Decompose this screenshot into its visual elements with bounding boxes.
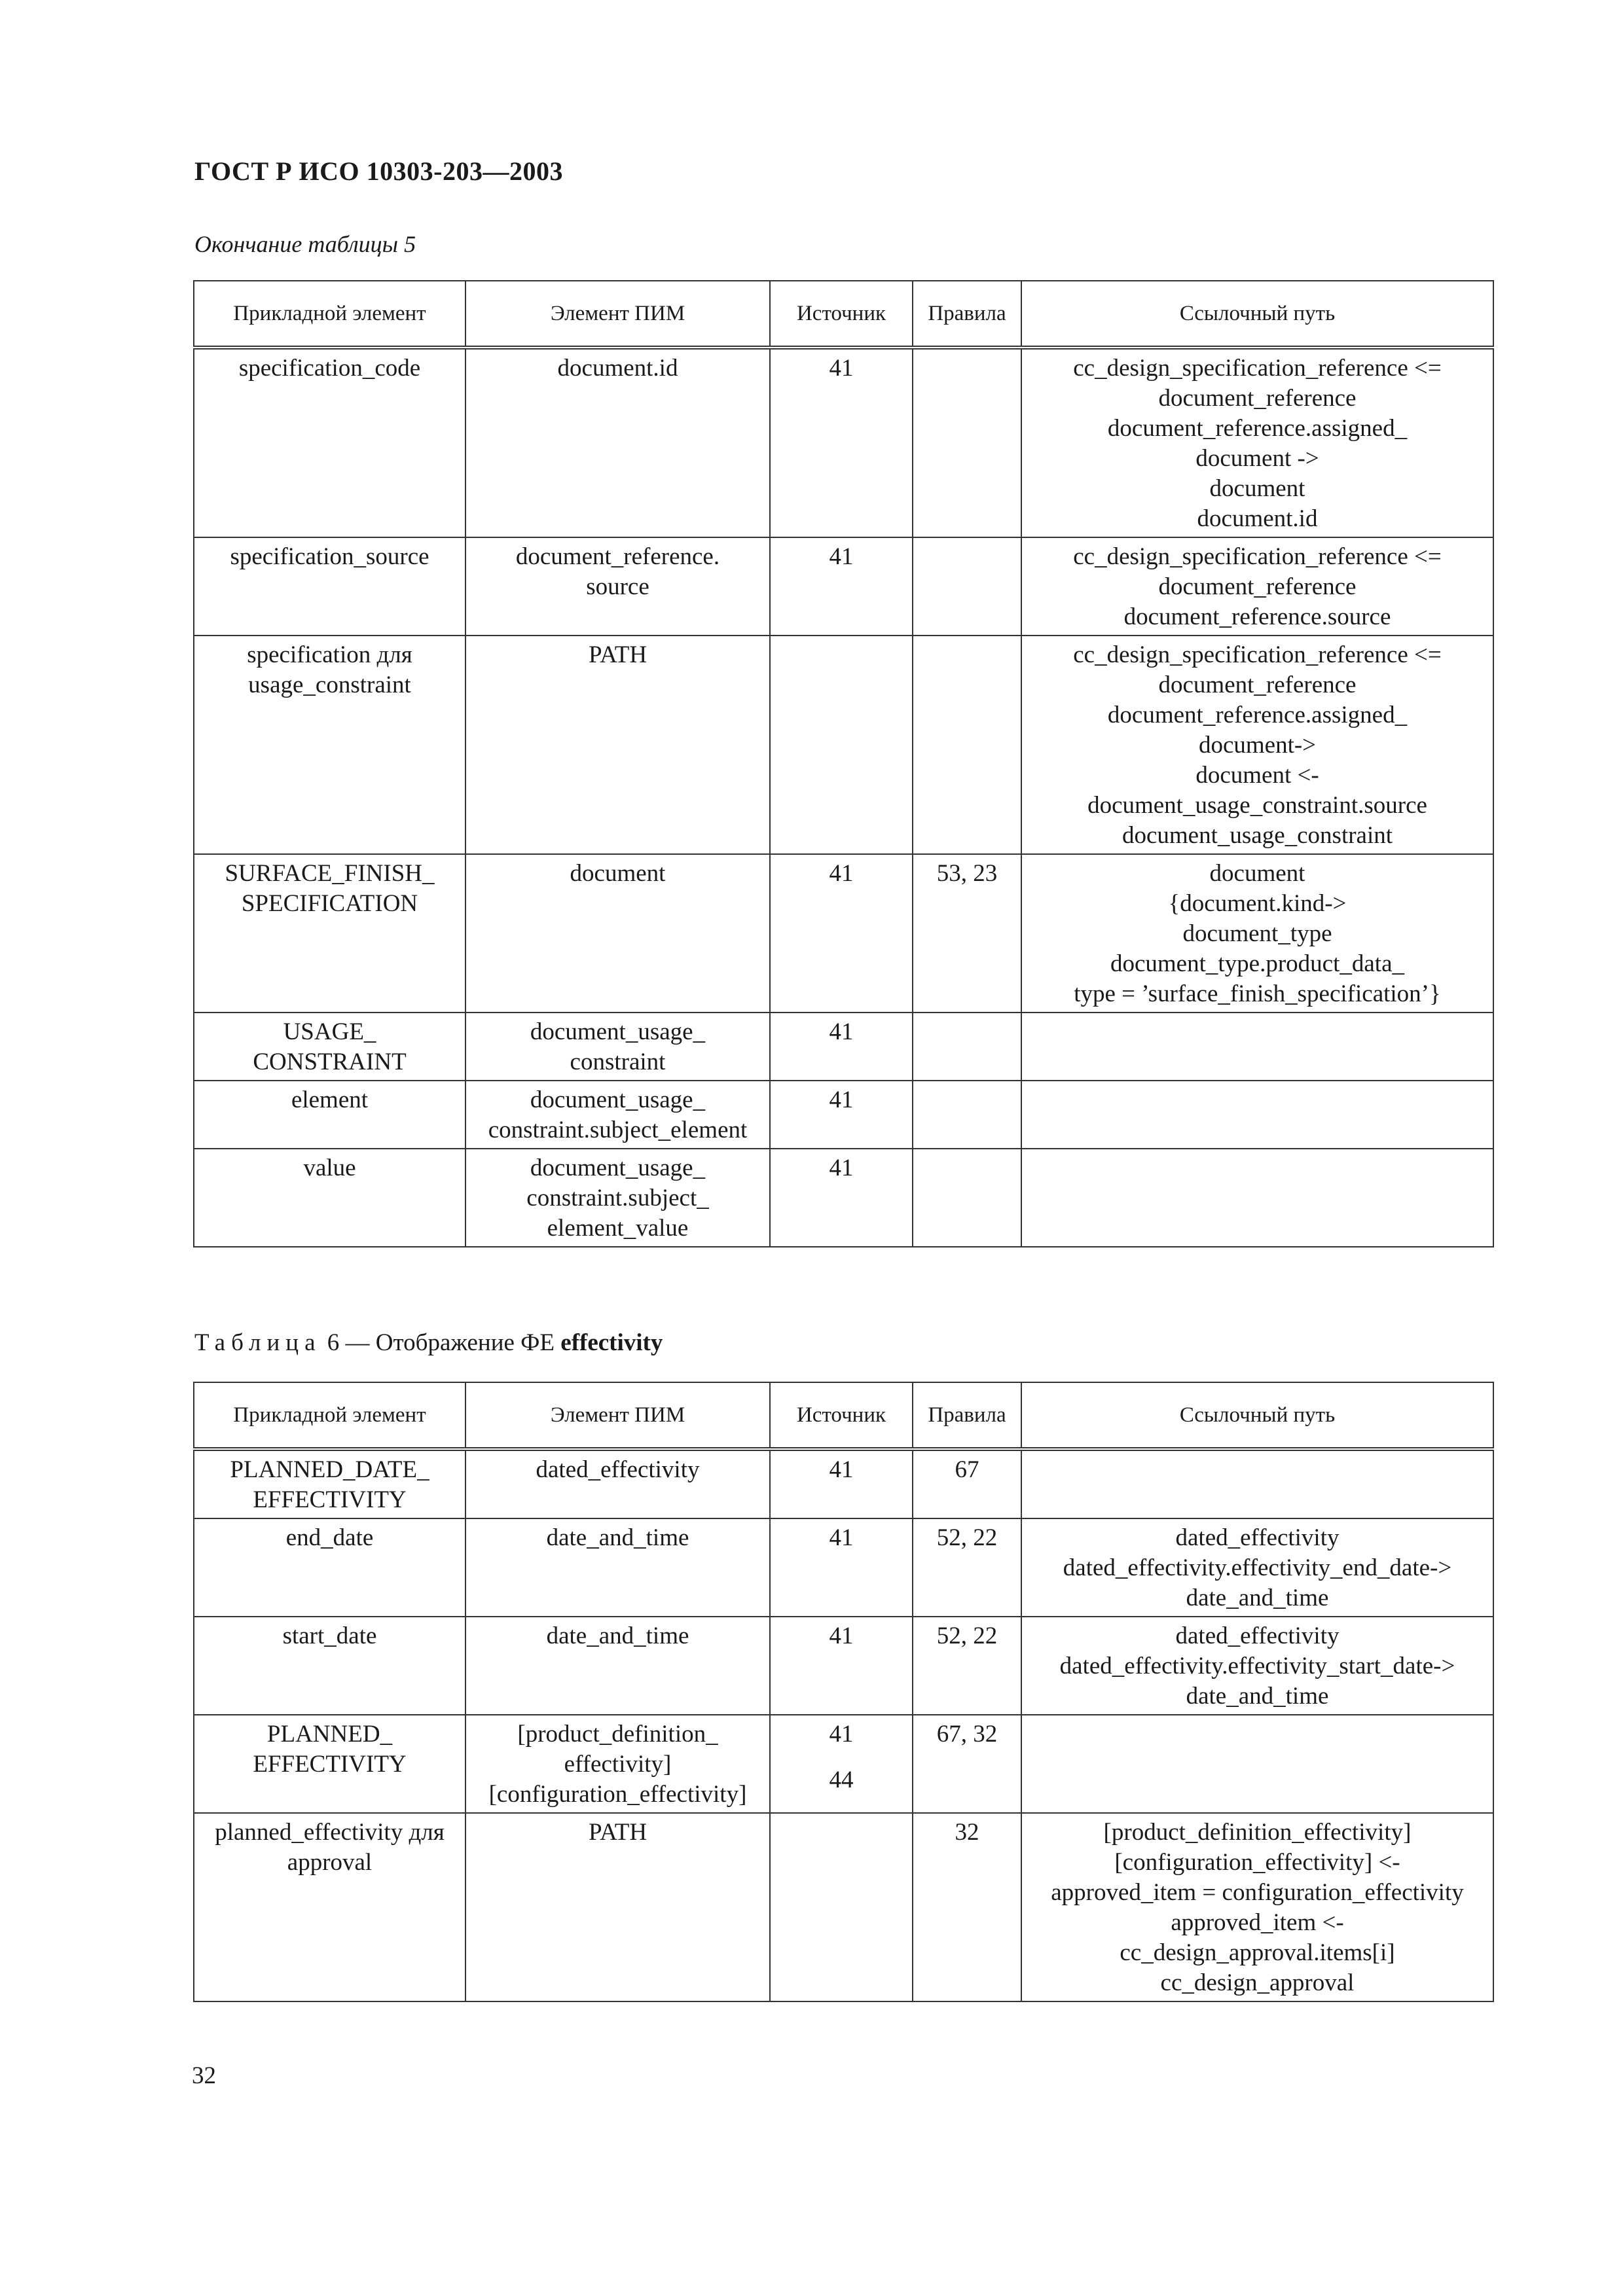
cell-app-element bbox=[194, 636, 465, 854]
cell-line: cc_design_specification_reference <= bbox=[1073, 641, 1442, 668]
cell-line: dated_effectivity bbox=[1175, 1623, 1340, 1649]
cell-line: 52, 22 bbox=[936, 1623, 998, 1649]
cell-aim-element bbox=[465, 1081, 770, 1149]
cell-app-element bbox=[194, 1518, 465, 1617]
cell-line: dated_effectivity.effectivity_start_date-> bbox=[1059, 1653, 1455, 1679]
cell-line: date_and_time bbox=[1186, 1683, 1329, 1710]
cell-rules bbox=[913, 1813, 1021, 2001]
cell-line: date_and_time bbox=[546, 1524, 689, 1551]
cell-line: USAGE_ bbox=[283, 1018, 376, 1045]
table-row bbox=[194, 348, 1493, 537]
cell-source bbox=[770, 1518, 913, 1617]
cell-line: PLANNED_ bbox=[266, 1721, 393, 1748]
cell-line: dated_effectivity bbox=[1175, 1524, 1340, 1551]
cell-line: approval bbox=[287, 1849, 373, 1876]
cell-line: 41 bbox=[829, 860, 854, 887]
cell-rules bbox=[913, 537, 1021, 636]
cell-line: type = ’surface_finish_specification’} bbox=[1074, 980, 1441, 1007]
column-header-app-element: Прикладной элемент bbox=[194, 281, 465, 348]
cell-reference-path bbox=[1021, 1617, 1493, 1715]
cell-aim-element bbox=[465, 1813, 770, 2001]
cell-line: document.id bbox=[1197, 505, 1318, 532]
cell-reference-path bbox=[1021, 537, 1493, 636]
cell-app-element bbox=[194, 537, 465, 636]
table-row bbox=[194, 854, 1493, 1013]
cell-rules bbox=[913, 1617, 1021, 1715]
cell-line: 53, 23 bbox=[936, 860, 998, 887]
cell-app-element bbox=[194, 1449, 465, 1518]
table-6 bbox=[193, 1382, 1494, 2002]
table-row bbox=[194, 1449, 1493, 1518]
cell-app-element bbox=[194, 1617, 465, 1715]
column-header-aim-element: Элемент ПИМ bbox=[465, 281, 770, 348]
table-5 bbox=[193, 280, 1494, 1247]
cell-line: SPECIFICATION bbox=[241, 890, 418, 917]
cell-reference-path bbox=[1021, 1149, 1493, 1247]
cell-line: source bbox=[586, 573, 649, 600]
cell-line: document_type bbox=[1182, 920, 1332, 947]
cell-rules bbox=[913, 1518, 1021, 1617]
cell-rules bbox=[913, 1715, 1021, 1813]
cell-line: specification_code bbox=[238, 355, 421, 382]
table-row bbox=[194, 1617, 1493, 1715]
cell-line: document_reference bbox=[1158, 573, 1357, 600]
cell-reference-path bbox=[1021, 1813, 1493, 2001]
table-row bbox=[194, 1715, 1493, 1813]
table-caption-entity: effectivity bbox=[560, 1329, 663, 1356]
cell-line: SURFACE_FINISH_ bbox=[225, 860, 435, 887]
column-header-aim-element: Элемент ПИМ bbox=[465, 1382, 770, 1449]
cell-line: document_usage_ bbox=[530, 1086, 706, 1113]
cell-line: document_reference bbox=[1158, 672, 1357, 698]
cell-rules bbox=[913, 1149, 1021, 1247]
cell-rules bbox=[913, 1449, 1021, 1518]
cell-line: document_reference. bbox=[515, 543, 720, 570]
cell-line: 41 bbox=[829, 543, 854, 570]
cell-line: document_reference.assigned_ bbox=[1107, 702, 1408, 728]
table-header-row bbox=[194, 281, 1493, 348]
cell-line: PATH bbox=[588, 1819, 647, 1846]
cell-rules bbox=[913, 1081, 1021, 1149]
cell-line: 44 bbox=[829, 1767, 854, 1793]
cell-line: start_date bbox=[282, 1623, 377, 1649]
cell-reference-path bbox=[1021, 1449, 1493, 1518]
cell-line: {document.kind-> bbox=[1168, 890, 1347, 917]
cell-source bbox=[770, 1081, 913, 1149]
cell-line: element bbox=[291, 1086, 369, 1113]
cell-aim-element bbox=[465, 1449, 770, 1518]
column-header-source: Источник bbox=[770, 281, 913, 348]
cell-reference-path bbox=[1021, 1715, 1493, 1813]
cell-source bbox=[770, 1813, 913, 2001]
cell-line: EFFECTIVITY bbox=[253, 1486, 407, 1513]
cell-line: document_usage_constraint bbox=[1122, 822, 1393, 849]
cell-line: date_and_time bbox=[546, 1623, 689, 1649]
cell-line: usage_constraint bbox=[248, 672, 411, 698]
cell-source bbox=[770, 1449, 913, 1518]
table-row bbox=[194, 1813, 1493, 2001]
cell-line: 41 bbox=[829, 1623, 854, 1649]
cell-aim-element bbox=[465, 854, 770, 1013]
cell-line: 41 bbox=[829, 1524, 854, 1551]
cell-source bbox=[770, 1715, 913, 1813]
cell-app-element bbox=[194, 1149, 465, 1247]
cell-app-element bbox=[194, 854, 465, 1013]
column-header-app-element: Прикладной элемент bbox=[194, 1382, 465, 1449]
cell-rules bbox=[913, 348, 1021, 537]
cell-line: dated_effectivity bbox=[536, 1456, 700, 1483]
cell-line: document_type.product_data_ bbox=[1110, 950, 1404, 977]
cell-line: 41 bbox=[829, 1721, 854, 1748]
cell-source bbox=[770, 1149, 913, 1247]
cell-line: document_usage_ bbox=[530, 1155, 706, 1181]
cell-line: date_and_time bbox=[1186, 1585, 1329, 1611]
column-header-reference-path: Ссылочный путь bbox=[1021, 1382, 1493, 1449]
cell-line: value bbox=[303, 1155, 356, 1181]
cell-line: 41 bbox=[829, 355, 854, 382]
column-header-source: Источник bbox=[770, 1382, 913, 1449]
cell-line: document_reference bbox=[1158, 385, 1357, 412]
cell-line: document.id bbox=[557, 355, 678, 382]
cell-line: 67, 32 bbox=[936, 1721, 998, 1748]
table-6-caption bbox=[194, 1329, 663, 1357]
cell-aim-element bbox=[465, 636, 770, 854]
cell-line: PATH bbox=[588, 641, 647, 668]
cell-line: PLANNED_DATE_ bbox=[230, 1456, 429, 1483]
cell-line: document bbox=[1209, 860, 1305, 887]
cell-app-element bbox=[194, 1081, 465, 1149]
cell-aim-element bbox=[465, 1715, 770, 1813]
cell-line: 32 bbox=[955, 1819, 979, 1846]
cell-reference-path bbox=[1021, 854, 1493, 1013]
cell-line: CONSTRAINT bbox=[253, 1049, 407, 1075]
table-row bbox=[194, 636, 1493, 854]
cell-line: 41 bbox=[829, 1456, 854, 1483]
cell-reference-path bbox=[1021, 1013, 1493, 1081]
table-row bbox=[194, 1013, 1493, 1081]
cell-aim-element bbox=[465, 348, 770, 537]
table-row bbox=[194, 1518, 1493, 1617]
cell-line: cc_design_specification_reference <= bbox=[1073, 355, 1442, 382]
cell-line: [product_definition_ bbox=[517, 1721, 718, 1748]
cell-line: approved_item <- bbox=[1171, 1909, 1344, 1936]
cell-line: element_value bbox=[547, 1215, 689, 1242]
cell-line: document bbox=[1209, 475, 1305, 502]
cell-line: document-> bbox=[1198, 732, 1317, 759]
cell-gap bbox=[775, 1749, 908, 1765]
cell-line: cc_design_specification_reference <= bbox=[1073, 543, 1442, 570]
cell-source bbox=[770, 854, 913, 1013]
column-header-reference-path: Ссылочный путь bbox=[1021, 281, 1493, 348]
cell-source bbox=[770, 348, 913, 537]
cell-aim-element bbox=[465, 1149, 770, 1247]
column-header-rules: Правила bbox=[913, 1382, 1021, 1449]
cell-line: specification_source bbox=[230, 543, 429, 570]
cell-aim-element bbox=[465, 1013, 770, 1081]
cell-aim-element bbox=[465, 1617, 770, 1715]
cell-line: document_usage_ bbox=[530, 1018, 706, 1045]
cell-line: 41 bbox=[829, 1086, 854, 1113]
table-row bbox=[194, 537, 1493, 636]
cell-source bbox=[770, 1617, 913, 1715]
cell-reference-path bbox=[1021, 636, 1493, 854]
table-row bbox=[194, 1149, 1493, 1247]
cell-line: planned_effectivity для bbox=[215, 1819, 445, 1846]
cell-line: 52, 22 bbox=[936, 1524, 998, 1551]
table-header-row bbox=[194, 1382, 1493, 1449]
cell-line: cc_design_approval.items[i] bbox=[1120, 1939, 1395, 1966]
cell-app-element bbox=[194, 348, 465, 537]
cell-line: EFFECTIVITY bbox=[253, 1751, 407, 1778]
table-5-continuation-label: Окончание таблицы 5 bbox=[194, 231, 416, 257]
cell-line: document_usage_constraint.source bbox=[1087, 792, 1427, 819]
cell-line: end_date bbox=[285, 1524, 374, 1551]
cell-reference-path bbox=[1021, 1518, 1493, 1617]
cell-app-element bbox=[194, 1715, 465, 1813]
cell-line: specification для bbox=[247, 641, 412, 668]
table-caption-word: Таблица bbox=[194, 1329, 321, 1356]
cell-line: 41 bbox=[829, 1155, 854, 1181]
cell-source bbox=[770, 537, 913, 636]
cell-line: effectivity] bbox=[564, 1751, 672, 1778]
cell-rules bbox=[913, 636, 1021, 854]
cell-aim-element bbox=[465, 537, 770, 636]
cell-aim-element bbox=[465, 1518, 770, 1617]
cell-line: 41 bbox=[829, 1018, 854, 1045]
page-number: 32 bbox=[192, 2062, 216, 2089]
cell-line: document -> bbox=[1195, 445, 1319, 472]
cell-line: document_reference.source bbox=[1123, 603, 1391, 630]
cell-app-element bbox=[194, 1813, 465, 2001]
cell-rules bbox=[913, 854, 1021, 1013]
table-caption-text: 6 — Отображение ФЕ bbox=[321, 1329, 561, 1356]
cell-line: constraint bbox=[570, 1049, 666, 1075]
cell-line: 67 bbox=[955, 1456, 979, 1483]
cell-line: document_reference.assigned_ bbox=[1107, 415, 1408, 442]
standard-title: ГОСТ Р ИСО 10303-203—2003 bbox=[194, 156, 563, 186]
column-header-rules: Правила bbox=[913, 281, 1021, 348]
cell-rules bbox=[913, 1013, 1021, 1081]
cell-line: cc_design_approval bbox=[1160, 1969, 1355, 1996]
cell-line: document <- bbox=[1195, 762, 1319, 789]
cell-line: approved_item = configuration_effectivity bbox=[1051, 1879, 1464, 1906]
table-row bbox=[194, 1081, 1493, 1149]
cell-line: [configuration_effectivity] <- bbox=[1114, 1849, 1400, 1876]
cell-line: dated_effectivity.effectivity_end_date-> bbox=[1063, 1554, 1452, 1581]
cell-reference-path bbox=[1021, 348, 1493, 537]
cell-line: [configuration_effectivity] bbox=[488, 1781, 747, 1808]
cell-app-element bbox=[194, 1013, 465, 1081]
cell-line: [product_definition_effectivity] bbox=[1103, 1819, 1412, 1846]
cell-line: constraint.subject_ bbox=[526, 1185, 709, 1211]
cell-line: document bbox=[570, 860, 666, 887]
cell-reference-path bbox=[1021, 1081, 1493, 1149]
cell-source bbox=[770, 1013, 913, 1081]
cell-source bbox=[770, 636, 913, 854]
cell-line: constraint.subject_element bbox=[488, 1117, 748, 1143]
